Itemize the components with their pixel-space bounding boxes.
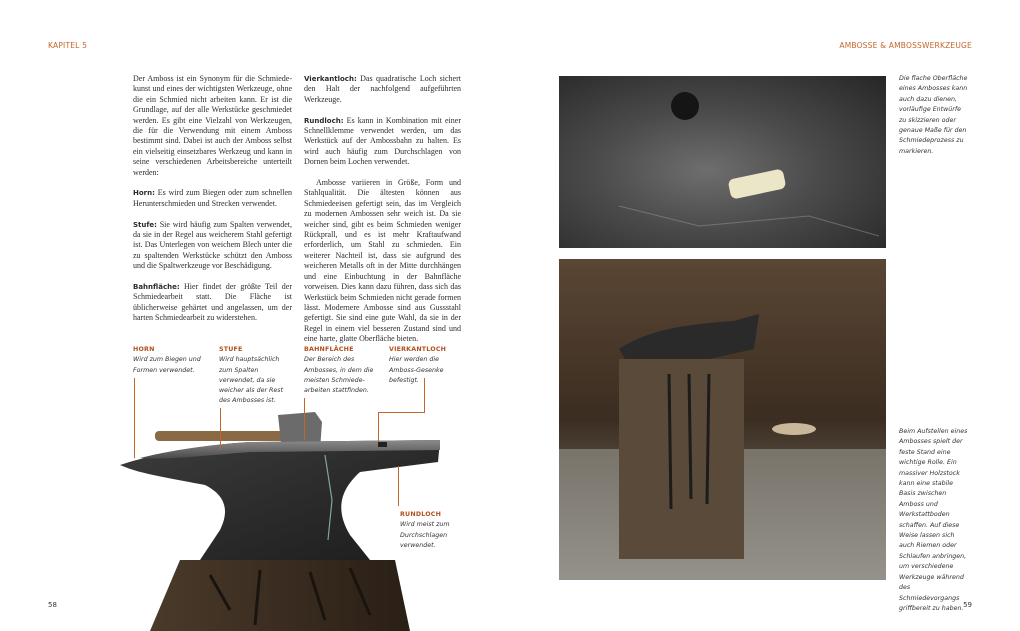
wooden-stump bbox=[150, 560, 410, 631]
stufe-callout-line bbox=[220, 408, 221, 450]
label-vierkantloch bbox=[389, 345, 461, 386]
label-rundloch-text: Wird meist zum Durchschlagen verwendet. bbox=[400, 521, 450, 549]
label-stufe-text: Wird hauptsächlich zum Spalten verwendet, da sie weicher als der Rest des Ambosses ist. bbox=[219, 356, 284, 405]
rundloch-callout-line bbox=[398, 466, 399, 506]
hardy-hole bbox=[378, 442, 387, 447]
label-horn-title: HORN bbox=[133, 346, 155, 353]
intro-paragraph: Der Amboss ist ein Synonym für die Schmiedekunst und eines der wichtigsten Werkzeuge, ohne die ein Schmied nicht arbeiten kann. Er ist die Grundlage, auf der alle Werkstücke geschmiedet werden. Es gibt eine Vielzahl von Werkzeugen, die für die Verwendung mit einem Amboss bestimmt sind. Dabei ist auch der Amboss selbst ein vielseitig einsetzbares Werkzeug und kann in seine verschiedenen Arbeitsbereiche unterteilt werden: bbox=[133, 74, 292, 177]
label-vierkantloch-text: Hier werden die Amboss-Gesenke befestigt. bbox=[389, 356, 444, 384]
caption-top: Die flache Oberfläche eines Ambosses kann auch dazu dienen, vorläufige Entwürfe zu skizzieren oder genaue Maße für den Schmiedeprozess zu markieren. bbox=[899, 75, 968, 155]
stufe-text: Sie wird häufig zum Spalten verwendet, da sie in der Regel aus weicherem Stahl gefertigt ist. Das Unterlegen von weichem Blech unter die zu spaltenden Werkstücke schützt den Amboss und die Spaltwerkzeuge vor Beschädigung. bbox=[133, 219, 292, 271]
text-column-1 bbox=[133, 74, 292, 324]
vierkantloch-paragraph bbox=[304, 74, 461, 105]
stufe-paragraph bbox=[133, 220, 292, 272]
label-rundloch-title: RUNDLOCH bbox=[400, 511, 442, 518]
vierkantloch-callout-line-h bbox=[378, 412, 425, 413]
page-number-right: 59 bbox=[963, 601, 972, 609]
anvil-round-hole bbox=[671, 92, 699, 120]
anvil-edge-highlight bbox=[619, 206, 879, 236]
rundloch-text: Es kann in Kombination mit einer Schnellklemme verwendet werden, um das Werkstück auf der Ambossbahn zu halten. Es wird auch häufig zum Durchschlagen von Dornen beim Lochen verwendet. bbox=[304, 115, 461, 167]
caption-bottom: Beim Aufstellen eines Ambosses spielt der feste Stand eine wichtige Rolle. Ein massiver Holzstock kann eine stabile Basis zwischen Amboss und Werkstattboden schaffen. Auf diese Weise lassen sich auch Riemen oder Schlaufen anbringen, um verschiedene Werkzeuge während des Schmiedevorgangs griffbereit zu haben. bbox=[899, 428, 968, 612]
bahnflaeche-term: Bahnfläche: bbox=[133, 283, 180, 292]
page-number-left: 58 bbox=[48, 601, 57, 609]
label-stufe-title: STUFE bbox=[219, 346, 243, 353]
wire-spool bbox=[772, 423, 816, 435]
photo-workshop-anvil bbox=[559, 259, 886, 580]
photo-workshop-anvil-art bbox=[559, 259, 886, 580]
stufe-term: Stufe: bbox=[133, 220, 157, 229]
rundloch-paragraph bbox=[304, 116, 461, 168]
photo-anvil-surface-art bbox=[559, 76, 886, 248]
label-stufe bbox=[219, 345, 291, 407]
photo-anvil-surface bbox=[559, 76, 886, 248]
section-header: AMBOSSE & AMBOSSWERKZEUGE bbox=[839, 41, 972, 50]
ambosse-paragraph: Ambosse variieren in Größe, Form und Stahlqualität. Die ältesten können aus Schmiedeeisen gefertigt sein, das im Vergleich zu modernen Ambossen sehr weich ist. Da sie weicher sind, gibt es beim Schmieden weniger Rückprall, und es ist mehr Kraftaufwand erforderlich, um Stahl zu schmieden. Ein weiterer Nachteil ist, dass sie aufgrund des weicheren Metalls oft in der Mitte durchhängen und eine Einbuchtung in der Bahnfläche vorweisen. Dies kann dazu führen, dass sich das Werkstück beim Schmieden nicht gerade formen lässt. Modernere Ambosse sind aus Gussstahl gefertigt. Sie sind eine gute Wahl, da sie in der Regel in einem viel besseren Zustand sind und eine harte, glatte Oberfläche bieten. bbox=[304, 178, 461, 344]
horn-paragraph bbox=[133, 188, 292, 209]
chapter-header: KAPITEL 5 bbox=[48, 41, 88, 50]
vierkantloch-callout-line-d bbox=[378, 412, 379, 442]
label-bahnflaeche-title: BAHNFLÄCHE bbox=[304, 346, 354, 353]
vierkantloch-term: Vierkantloch: bbox=[304, 75, 357, 83]
right-page bbox=[510, 0, 1020, 631]
chalk-piece bbox=[728, 168, 787, 199]
bahnflaeche-callout-line bbox=[304, 398, 305, 440]
text-column-2 bbox=[304, 74, 461, 345]
rundloch-term: Rundloch: bbox=[304, 116, 344, 125]
label-horn-text: Wird zum Biegen und Formen verwendet. bbox=[133, 356, 201, 374]
wooden-block bbox=[619, 359, 744, 559]
horn-term: Horn: bbox=[133, 189, 155, 198]
bahnflaeche-text: Hier findet der größte Teil der Schmiedearbeit statt. Die Fläche ist üblicherweise gehärtet und angelassen, um der harten Schmiedearbeit zu widerstehen. bbox=[133, 282, 292, 323]
bahnflaeche-paragraph bbox=[133, 282, 292, 324]
label-vierkantloch-title: VIERKANTLOCH bbox=[389, 346, 447, 353]
label-horn bbox=[133, 345, 213, 376]
horn-text: Es wird zum Biegen oder zum schnellen Herunterschmieden und Strecken verwendet. bbox=[133, 188, 292, 208]
horn-callout-line bbox=[134, 378, 135, 458]
label-rundloch bbox=[400, 510, 462, 551]
label-bahnflaeche-text: Der Bereich des Ambosses, in dem die meisten Schmiedearbeiten stattfinden. bbox=[304, 356, 374, 395]
vierkantloch-text: Das quadratische Loch sichert den Halt der nachfolgend aufgeführten Werkzeuge. bbox=[304, 74, 461, 104]
label-bahnflaeche bbox=[304, 345, 376, 396]
